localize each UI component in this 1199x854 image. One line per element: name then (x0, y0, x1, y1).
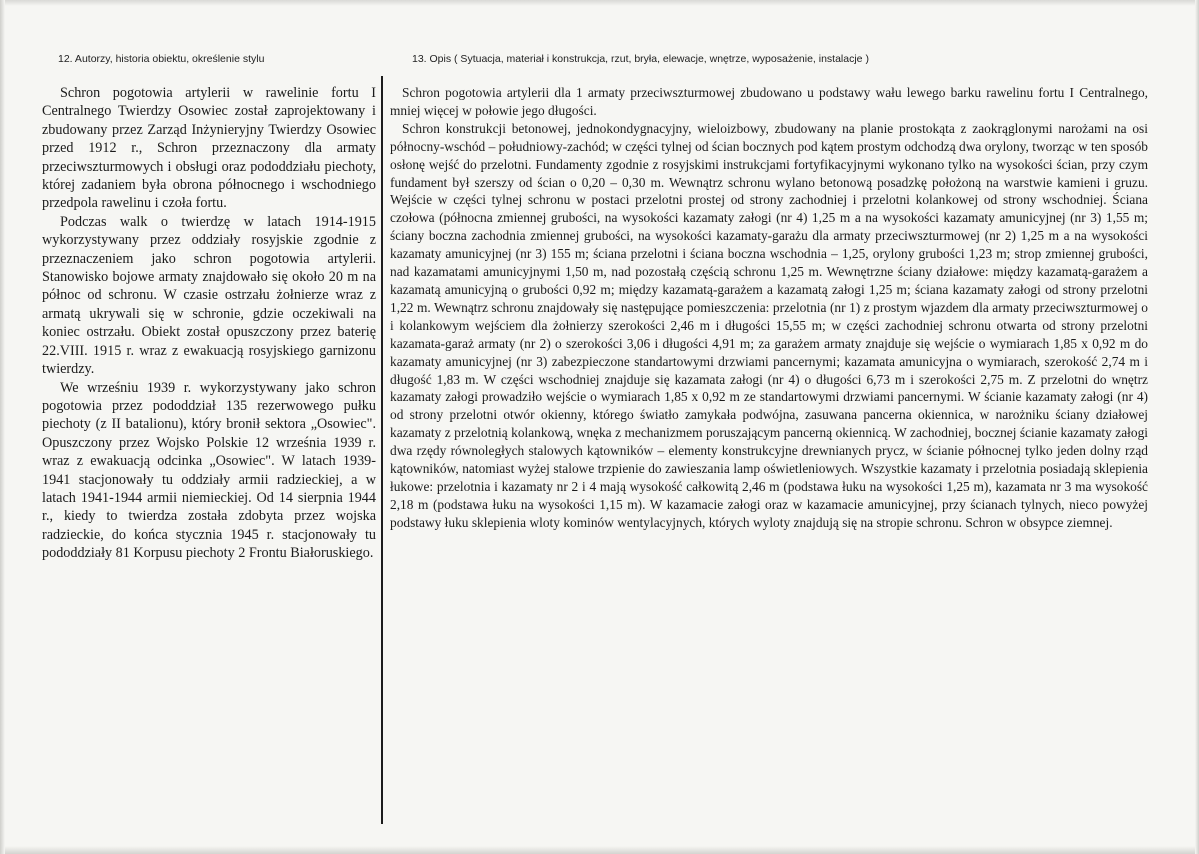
history-paragraph-2: Podczas walk o twierdzę w latach 1914-1915 wykorzystywany przez oddziały rosyjskie zgodnie z przeznaczeniem jako schron pogotowia artylerii. Stanowisko bojowe armaty znajdowało się około 20 m na północ od schronu. W czasie ostrzału żołnierze wraz z armatą ukrywali się w schronie, gdzie oczekiwali na koniec ostrzału. Obiekt został opuszczony przez baterię 22.VIII. 1915 r. wraz z ewakuacją rosyjskiego garnizonu twierdzy. (42, 213, 376, 378)
column-divider (381, 76, 383, 824)
history-paragraph-1: Schron pogotowia artylerii w rawelinie fortu I Centralnego Twierdzy Osowiec został zaprojektowany i zbudowany przez Zarząd Inżynieryjny Twierdzy Osowiec przed 1912 r., Schron przeznaczony dla armaty przeciwszturmowych i obsługi oraz pododdziału piechoty, której zadaniem była obrona północnego i wschodniego przedpola rawelinu i czoła fortu. (42, 85, 376, 212)
scan-edge-top (0, 0, 1199, 6)
scan-edge-right (1195, 0, 1199, 854)
scan-edge-bottom (0, 846, 1199, 854)
section-12-header: 12. Autorzy, historia obiektu, określenie stylu (58, 53, 265, 65)
section-13-header: 13. Opis ( Sytuacja, materiał i konstrukcja, rzut, bryła, elewacje, wnętrze, wyposażenie, instalacje ) (412, 53, 869, 65)
description-paragraph-1: Schron pogotowia artylerii dla 1 armaty przeciwszturmowej zbudowano u podstawy wału lewego barku rawelinu fortu I Centralnego, mniej więcej w połowie jego długości. (390, 85, 1148, 118)
description-paragraph-2: Schron konstrukcji betonowej, jednokondygnacyjny, wieloizbowy, zbudowany na planie prostokąta z zaokrąglonymi narożami na osi północny-wschód – południowy-zachód; w części tylnej od ścian bocznych pod kątem prostym odchodzą dwa orylony, tworząc w ten sposób osłonę wejść do przelotni. Fundamenty zgodnie z rosyjskimi instrukcjami fortyfikacyjnymi wykonano tylko na wysokości ścian, przy czym fundament był szerszy od ścian o 0,20 – 0,30 m. Wewnątrz schronu wylano betonową posadzkę położoną na warstwie kamieni i gruzu. Wejście w części tylnej schronu w postaci przelotni prostej od strony zachodniej i przelotni kolankowej od strony wschodniej. Ściana czołowa (północna zmiennej grubości, na wysokości kazamaty załogi (nr 4) 1,25 m a na wysokości kazamaty amunicyjnej (nr 3) 1,55 m; ściany boczna zachodnia zmiennej grubości, na wysokości kazamaty-garażu dla armaty przeciwszturmowej (nr 2) 1,25 m a na wysokości kazamaty amunicyjnej (nr 3) 155 m; ściana przelotni i ściana boczna wschodnia – 1,25, orylony grubości 1,23 m; strop zmiennej grubości, nad kazamatami amunicyjnymi 1,50 m, nad pozostałą częścią schronu 1,25 m. Wewnętrzne ściany działowe: między kazamatą-garażem a kazamatą amunicyjną o grubości 0,92 m; między kazamatą-garażem a kazamatą załogi 1,25 m; ściana kazamaty załogi od strony przelotni 1,22 m. Wewnątrz schronu znajdowały się następujące pomieszczenia: przelotnia (nr 1) z prostym wjazdem dla armaty przeciwszturmowej o i kolankowym wejściem dla żołnierzy szerokości 2,46 m i długości 15,55 m; w części zachodniej schronu otwarta od strony przelotni kazamata-garaż armaty (nr 2) o szerokości 3,06 i długości 4,91 m; za garażem armaty znajduje się wejście o wymiarach 1,85 x 0,92 m do kazamaty amunicyjnej (nr 3) zabezpieczone standartowymi drzwiami pancernymi; kazamata amunicyjna o wymiarach, szerokość 2,74 m i długość 1,83 m. W części wschodniej znajduje się kazamata załogi (nr 4) o długości 6,73 m i szerokości 2,75 m. Z przelotni do wnętrz kazamaty załogi prowadziło wejście o wymiarach 1,85 x 0,92 m ze standartowymi drzwiami pancernymi. W ścianie kazamaty załogi (nr 4) od strony przelotni otwór okienny, którego światło zamykała podwójna, zasuwana pancerna okiennica, w narożniku ściany działowej kazamaty z przelotnią kolankową, wnęka z mechanizmem poruszającym pancerną okiennicą. W zachodniej, bocznej ścianie kazamaty załogi dwa rzędy równoległych stalowych kątowników – elementy konstrukcyjne drewnianych prycz, w ścianie północnej tylko jeden dolny rząd kątowników, natomiast wyżej stalowe trzpienie do zawieszania lamp oświetleniowych. Wszystkie kazamaty i przelotnia posiadają sklepienia łukowe: przelotnia i kazamaty nr 2 i 4 mają wysokość całkowitą 2,46 m (podstawa łuku na wysokości 1,25 m), kazamata nr 3 ma wysokość 2,18 m (podstawa łuku na wysokości 1,15 m). W kazamacie załogi oraz w kazamacie amunicyjnej, przy ścianach tylnych, nieco powyżej podstawy łuku sklepienia wloty kominów wentylacyjnych, których wyloty znajdują się na stropie schronu. Schron w obsypce ziemnej. (390, 120, 1148, 530)
history-column (42, 84, 376, 563)
scan-edge-left (0, 0, 5, 854)
description-column (390, 84, 1148, 532)
history-paragraph-3: We wrześniu 1939 r. wykorzystywany jako schron pogotowia przez pododdział 135 rezerwowego pułku piechoty (z II batalionu), który bronił sektora „Osowiec". Opuszczony przez Wojsko Polskie 12 września 1939 r. wraz z ewakuacją odcinka „Osowiec". W latach 1939-1941 stacjonowały tu oddziały armii radzieckiej, a w latach 1941-1944 armii niemieckiej. Od 14 sierpnia 1944 r., kiedy to twierdza została zdobyta przez wojska radzieckie, do końca stycznia 1945 r. stacjonowały tu pododdziały 81 Korpusu piechoty 2 Frontu Białoruskiego. (42, 379, 376, 562)
